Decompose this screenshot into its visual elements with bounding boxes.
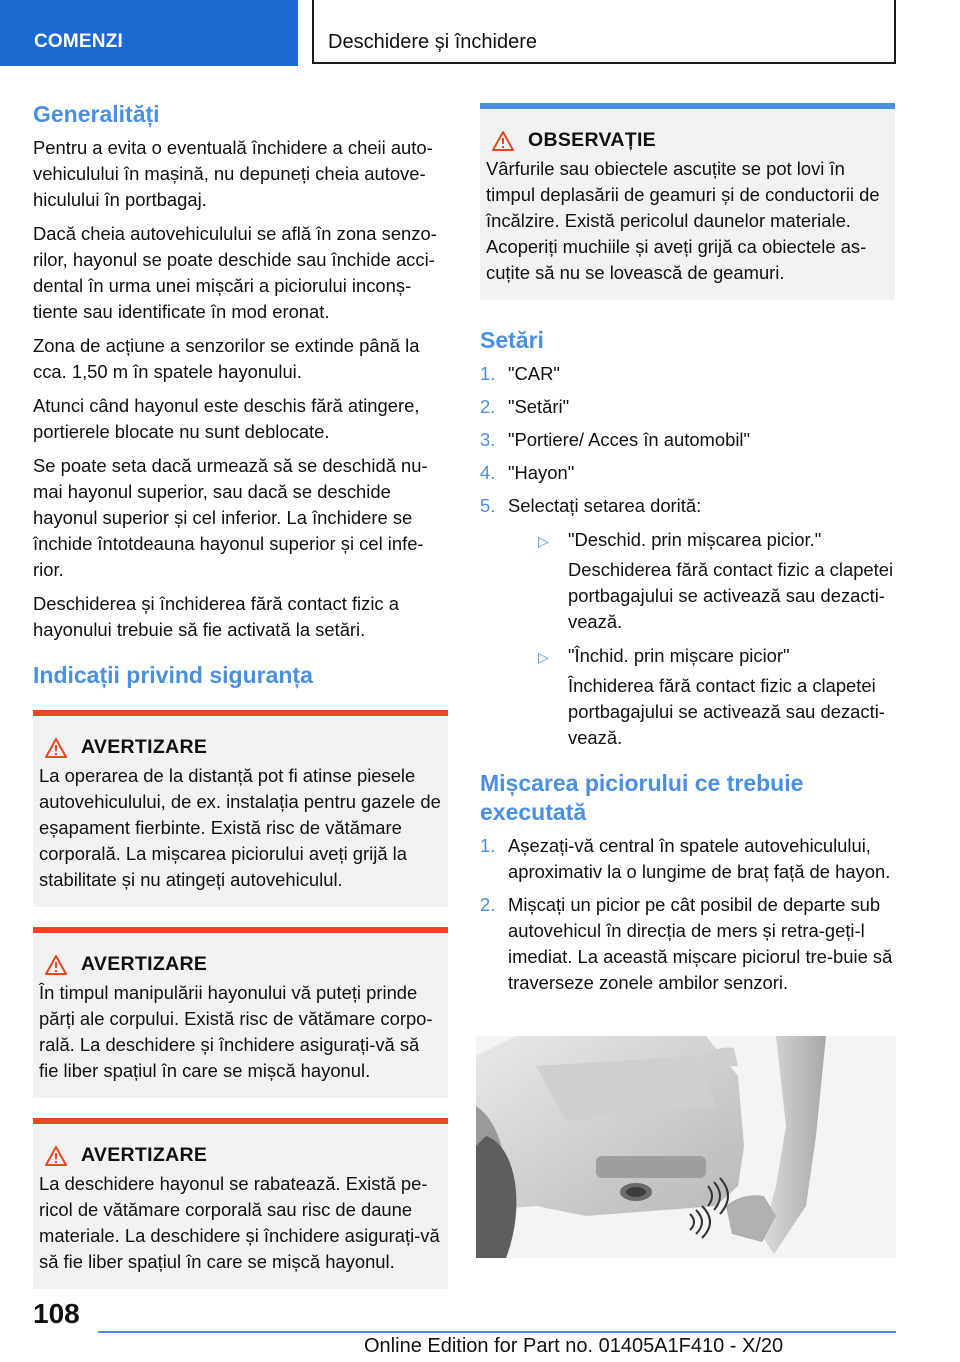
settings-list — [480, 361, 895, 751]
step-text: "Hayon" — [508, 462, 575, 483]
warning-icon — [45, 738, 67, 758]
general-paragraph: Atunci când hayonul este deschis fără atingere, portierele blocate nu sunt deblocate. — [33, 395, 420, 442]
foot-gesture-illustration — [476, 1036, 896, 1258]
car-rear-illustration — [476, 1036, 896, 1258]
general-paragraph: Zona de acțiune a senzorilor se extinde până la cca. 1,50 m în spatele hayonului. — [33, 335, 420, 382]
step-number: 5. — [480, 495, 496, 516]
triangle-bullet-icon: ▷ — [538, 533, 549, 549]
list-item — [480, 361, 895, 387]
option-label: "Deschid. prin mișcarea picior." — [568, 529, 822, 550]
step-number: 2. — [480, 894, 496, 915]
section-tab: COMENZI — [0, 0, 298, 66]
warning-box — [33, 1118, 448, 1289]
list-item — [480, 427, 895, 453]
step-number: 4. — [480, 462, 496, 483]
option-description: Deschiderea fără contact fizic a clapetei portbagajului se activează sau dezacti-vează. — [568, 559, 894, 632]
warning-label: AVERTIZARE — [81, 736, 208, 758]
movement-heading: Mișcarea piciorului ce trebuie executată — [480, 770, 804, 825]
warning-box — [33, 927, 448, 1098]
step-text: "CAR" — [508, 363, 560, 384]
chapter-title: Deschidere și închidere — [312, 0, 896, 64]
warning-text: În timpul manipulării hayonului vă puteți prinde părți ale corpului. Există risc de vătămare corpo-rală. La deschidere și închidere asigurați-vă să fie liber spațiul în care se mișcă hayonul. — [39, 982, 433, 1081]
option-item — [538, 527, 895, 553]
warning-text: La operarea de la distanță pot fi atinse piesele autovehiculului, de ex. instalația pentru gazele de eșapament fierbinte. Există risc de vătămare corporală. La mișcarea piciorului aveți grijă la stabilitate și nu atingeți autovehiculul. — [39, 765, 441, 890]
settings-options — [508, 527, 895, 751]
step-number: 1. — [480, 835, 496, 856]
warning-box — [33, 710, 448, 907]
warning-label: AVERTIZARE — [81, 1144, 208, 1166]
step-text: Așezați-vă central în spatele autovehiculului, aproximativ la o lungime de braț față de hayon. — [508, 835, 891, 882]
option-label: "Închid. prin mișcare picior" — [568, 645, 790, 666]
warning-icon — [45, 1146, 67, 1166]
step-number: 3. — [480, 429, 496, 450]
list-item — [480, 460, 895, 486]
step-text: "Portiere/ Acces în automobil" — [508, 429, 751, 450]
general-heading: Generalități — [33, 101, 160, 127]
notice-box — [480, 103, 895, 300]
movement-list — [480, 833, 895, 996]
general-paragraph: Pentru a evita o eventuală închidere a cheii auto-vehiculului în mașină, nu depuneți cheia autove-hiculului în portbagaj. — [33, 137, 433, 210]
page-number: 108 — [33, 1298, 80, 1329]
step-text: "Setări" — [508, 396, 570, 417]
page-header — [0, 0, 960, 66]
general-paragraph: Dacă cheia autovehiculului se află în zona senzo-rilor, hayonul se poate deschide sau închide acci-dental în urma unei mișcări a piciorului inconș-tiente sau identificate în mod eronat. — [33, 223, 437, 322]
left-column — [33, 100, 448, 1309]
list-item — [480, 493, 895, 751]
settings-heading: Setări — [480, 327, 544, 353]
step-number: 1. — [480, 363, 496, 384]
warning-icon — [45, 955, 67, 975]
notice-label: OBSERVAȚIE — [528, 129, 656, 151]
option-item — [538, 643, 895, 669]
warning-text: La deschidere hayonul se rabatează. Există pe-ricol de vătămare corporală sau risc de daune materiale. La deschidere și închidere asigurați-vă să fie liber spațiul în care se mișcă hayonul. — [39, 1173, 440, 1272]
list-item — [480, 833, 895, 885]
step-text: Selectați setarea dorită: — [508, 495, 702, 516]
warning-label: AVERTIZARE — [81, 953, 208, 975]
notice-text: Vârfurile sau obiectele ascuțite se pot lovi în timpul deplasării de geamuri și de conductorii de încălzire. Există pericolul daunelor materiale. Acoperiți muchiile și aveți grijă ca obiectele as-cuțite să nu se lovească de geamuri. — [486, 158, 880, 283]
general-paragraph: Deschiderea și închiderea fără contact fizic a hayonului trebuie să fie activată la setări. — [33, 593, 399, 640]
general-paragraph: Se poate seta dacă urmează să se deschidă nu-mai hayonul superior, sau dacă se deschide hayonul superior și cel inferior. La închidere se închide întotdeauna hayonul superior și cel infe-rior. — [33, 455, 428, 580]
step-text: Mișcați un picior pe cât posibil de departe sub autovehicul în direcția de mers și retra-geți-l imediat. La această mișcare piciorul tre-buie să traverseze zonele ambilor senzori. — [508, 894, 893, 993]
triangle-bullet-icon: ▷ — [538, 649, 549, 665]
footer-divider — [98, 1331, 896, 1333]
option-description: Închiderea fără contact fizic a clapetei portbagajului se activează sau dezacti-vează. — [568, 675, 885, 748]
step-number: 2. — [480, 396, 496, 417]
notice-icon — [492, 131, 514, 151]
list-item — [480, 394, 895, 420]
edition-text: Online Edition for Part no. 01405A1F410 - X/20 — [364, 1335, 784, 1357]
list-item — [480, 892, 895, 996]
right-column — [480, 103, 895, 1006]
safety-heading: Indicații privind siguranța — [33, 662, 313, 688]
